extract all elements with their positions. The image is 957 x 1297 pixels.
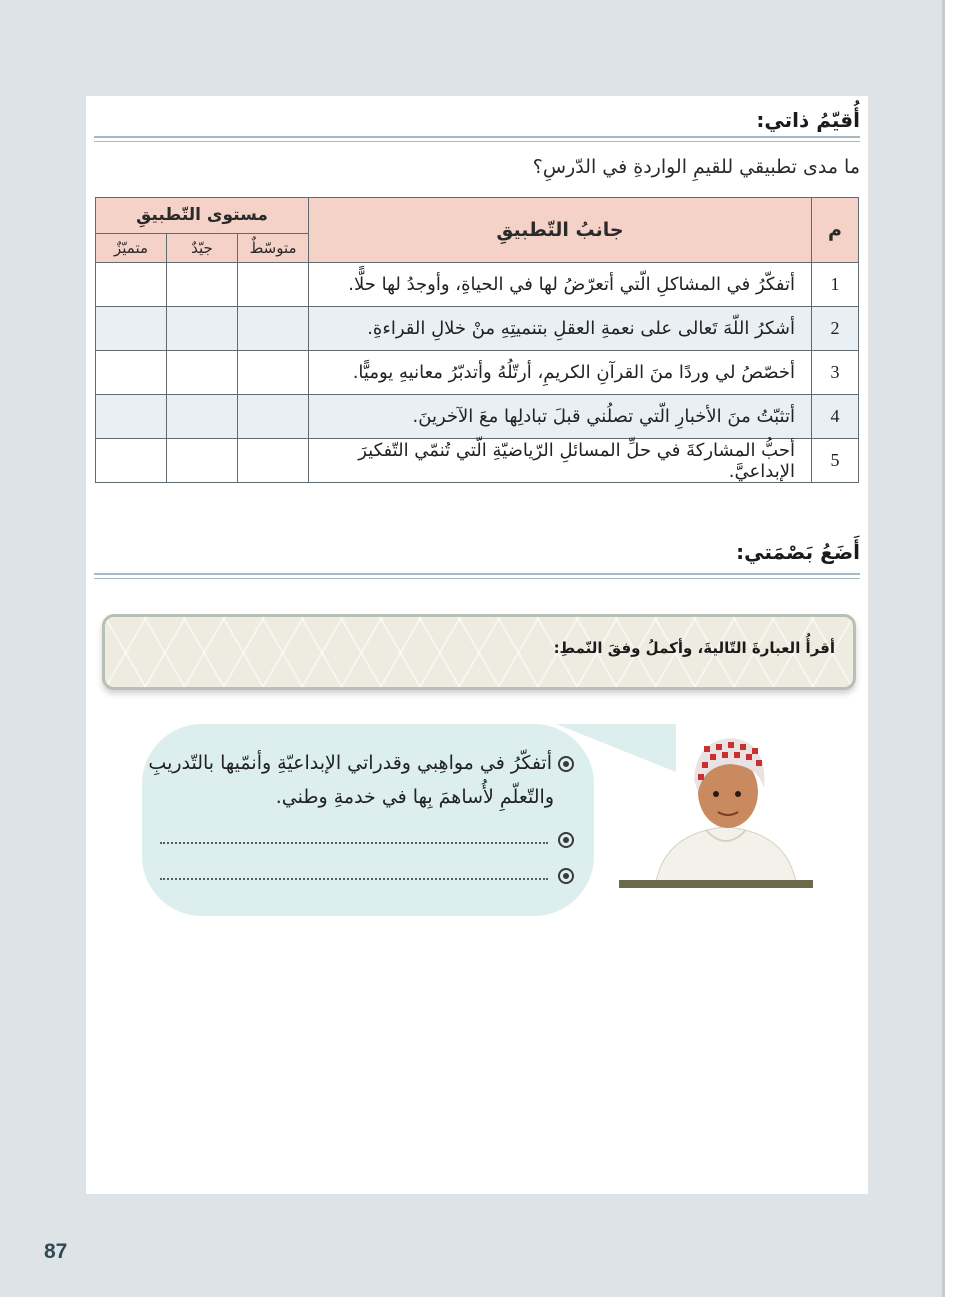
- student-illustration: [646, 722, 806, 882]
- header-level-good: جيّدٌ: [167, 233, 238, 262]
- floor-bar: [619, 880, 813, 888]
- row-number: 4: [812, 395, 859, 439]
- row-number: 1: [812, 263, 859, 307]
- cell-good[interactable]: [167, 307, 238, 351]
- table-row: [96, 395, 859, 439]
- header-level-excellent: متميّزٌ: [96, 233, 167, 262]
- row-text: أشكرُ اللّهَ تَعالى على نعمةِ العقلِ بتنميتِهِ منْ خلالِ القراءةِ.: [309, 307, 812, 351]
- row-number: 3: [812, 351, 859, 395]
- speech-bubble: [142, 724, 594, 916]
- assessment-question: ما مدى تطبيقي للقيمِ الواردةِ في الدّرسِ؟: [532, 156, 860, 178]
- bubble-blank-1: [552, 828, 574, 850]
- row-text: أتثبّتُ منَ الأخبارِ الّتي تصلُني قبلَ تبادلِها معَ الآخرينَ.: [309, 395, 812, 439]
- cell-excellent[interactable]: [96, 439, 167, 483]
- answer-line-1[interactable]: [160, 842, 548, 844]
- bubble-text-2: والتّعلّمِ لأُساهمَ بِها في خدمةِ وطني.: [275, 786, 554, 808]
- instruction-text: أقرأُ العبارةَ التّاليةَ، وأكملُ وفقَ النّمطِ:: [553, 639, 835, 657]
- cell-good[interactable]: [167, 263, 238, 307]
- instruction-banner: [102, 614, 856, 690]
- cell-excellent[interactable]: [96, 395, 167, 439]
- row-number: 2: [812, 307, 859, 351]
- row-text: أخصّصُ لي وردًا منَ القرآنِ الكريمِ، أرتّلُهُ وأتدبّرُ معانيهِ يوميًّا.: [309, 351, 812, 395]
- table-row: [96, 263, 859, 307]
- row-text: أحبُّ المشاركةَ في حلِّ المسائلِ الرّياضيّةِ الّتي تُنمّي التّفكيرَ الإبداعيَّ.: [309, 439, 812, 483]
- fingerprint-heading: أَضَعُ بَصْمَتي:: [736, 540, 860, 564]
- header-level-average: متوسّطٌ: [238, 233, 309, 262]
- heading-rule: [94, 573, 860, 575]
- heading-rule: [94, 136, 860, 138]
- cell-average[interactable]: [238, 351, 309, 395]
- worksheet-page: [86, 96, 868, 1194]
- cell-average[interactable]: [238, 395, 309, 439]
- cell-excellent[interactable]: [96, 263, 167, 307]
- bubble-line-1: [148, 752, 574, 774]
- heading-rule-thin: [94, 141, 860, 142]
- assessment-table: [95, 197, 859, 483]
- self-assessment-heading: أُقيّمُ ذاتي:: [756, 108, 860, 132]
- cell-average[interactable]: [238, 439, 309, 483]
- cell-good[interactable]: [167, 395, 238, 439]
- row-text: أتفكّرُ في المشاكلِ الّتي أتعرّضُ لها في الحياةِ، وأوجدُ لها حلًّا.: [309, 263, 812, 307]
- cell-excellent[interactable]: [96, 351, 167, 395]
- heading-rule-thin: [94, 578, 860, 579]
- cell-excellent[interactable]: [96, 307, 167, 351]
- bubble-text-1: أتفكّرُ في مواهِبي وقدراتي الإبداعيّةِ وأنمّيها بالتّدريبِ: [148, 752, 552, 774]
- cell-good[interactable]: [167, 351, 238, 395]
- page-number: 87: [44, 1240, 68, 1263]
- table-row: [96, 307, 859, 351]
- bullet-icon: [558, 756, 574, 772]
- cell-good[interactable]: [167, 439, 238, 483]
- header-num: م: [812, 198, 859, 263]
- table-row: [96, 439, 859, 483]
- answer-line-2[interactable]: [160, 878, 548, 880]
- cell-average[interactable]: [238, 307, 309, 351]
- bullet-icon: [558, 868, 574, 884]
- cell-average[interactable]: [238, 263, 309, 307]
- row-number: 5: [812, 439, 859, 483]
- header-aspect: جانبُ التّطبيقِ: [309, 198, 812, 263]
- bullet-icon: [558, 832, 574, 848]
- table-row: [96, 351, 859, 395]
- page-edge: [945, 0, 957, 1297]
- bubble-blank-2: [552, 864, 574, 886]
- header-level: مستوى التّطبيقِ: [96, 198, 309, 234]
